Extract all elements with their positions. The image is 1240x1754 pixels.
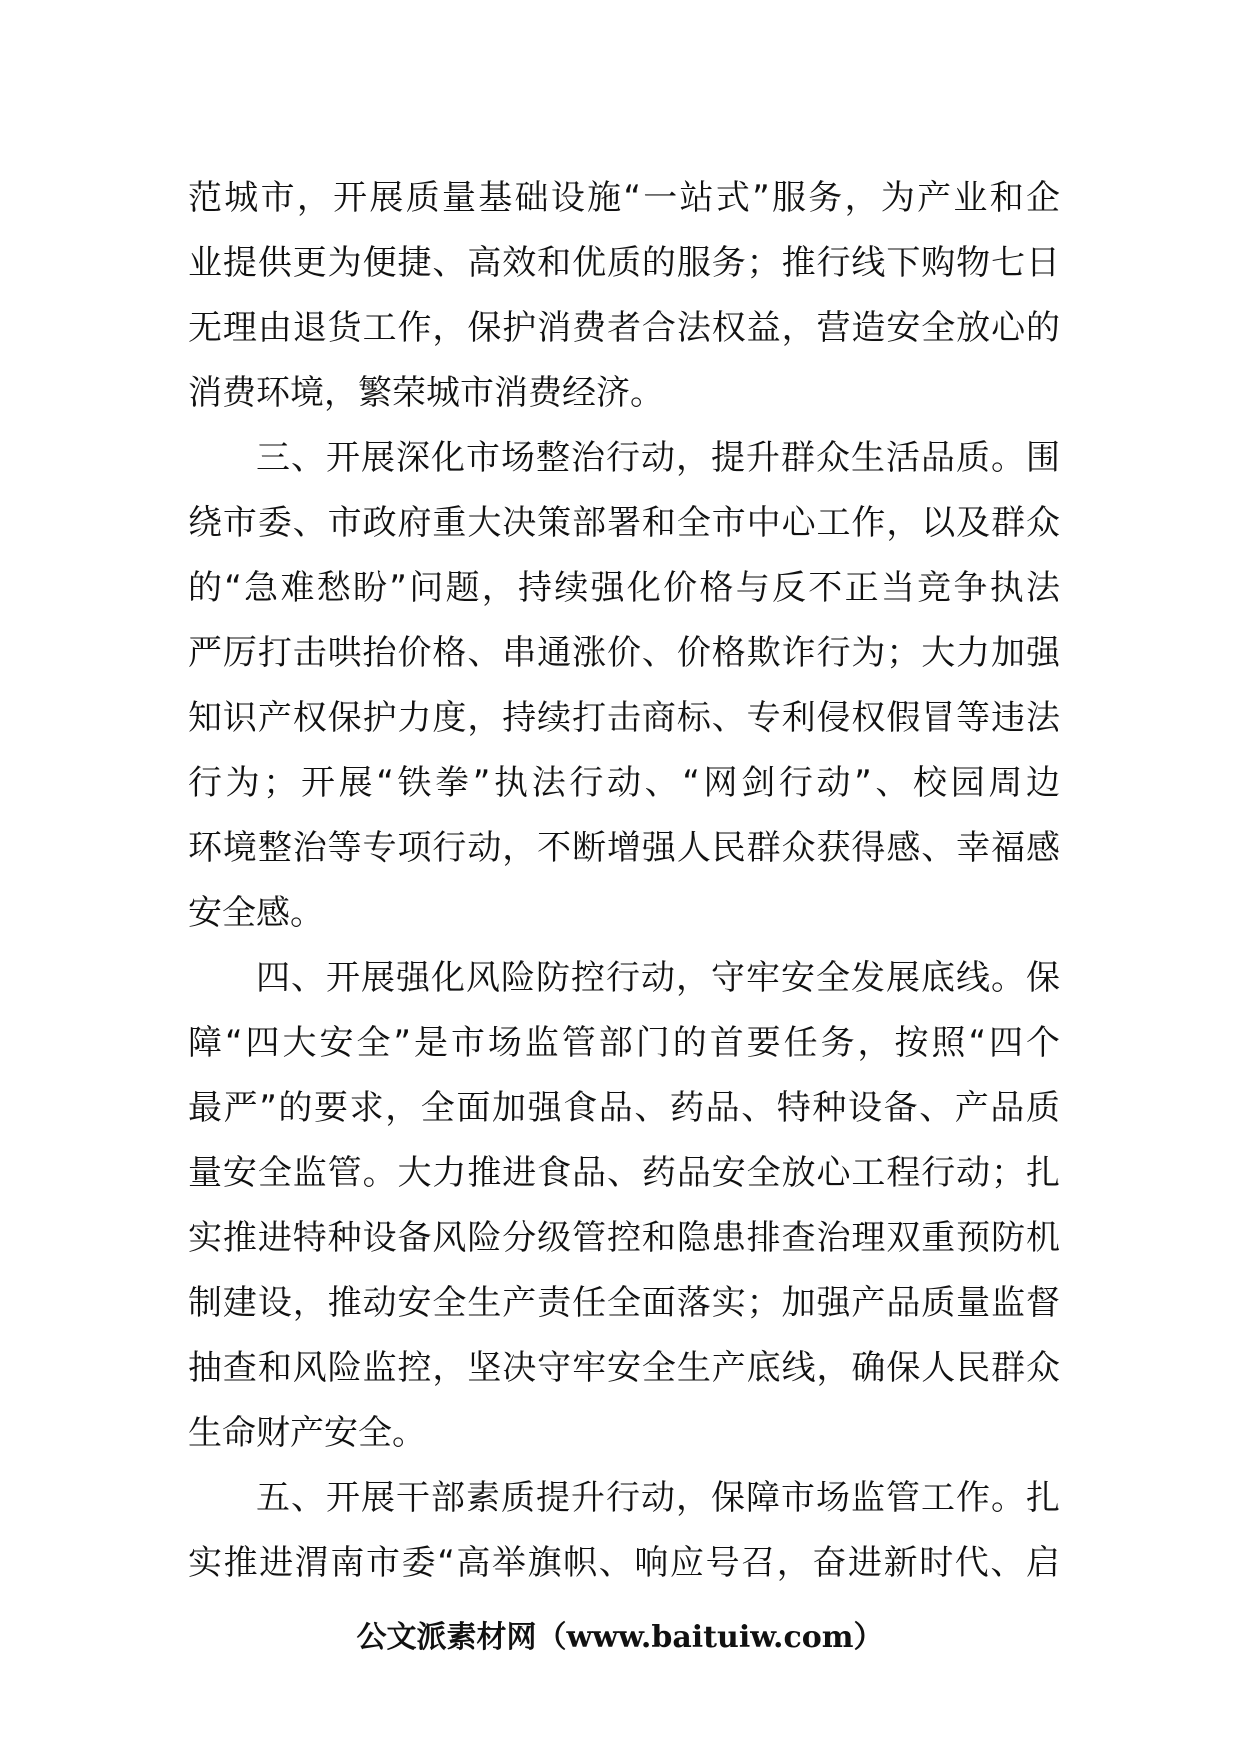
paragraph-3-line-1-text: 保 <box>1026 958 1060 998</box>
paragraph-2-line-8: 安全感。 <box>188 893 324 933</box>
paragraph-3-line-1 <box>188 946 1060 1011</box>
paragraph-2-line-3: 的“急难愁盼”问题，持续强化价格与反不正当竞争执法 <box>188 568 1060 608</box>
paragraph-3-line-6: 制建设，推动安全生产责任全面落实；加强产品质量监督 <box>188 1283 1060 1323</box>
paragraph-2-heading: 三、开展深化市场整治行动，提升群众生活品质。 <box>256 438 1026 478</box>
paragraph-4-line-2: 实推进渭南市委“高举旗帜、响应号召，奋进新时代、启 <box>188 1543 1060 1583</box>
paragraph-2-line-7: 环境整治等专项行动，不断增强人民群众获得感、幸福感 <box>188 828 1060 868</box>
paragraph-3-line-5: 实推进特种设备风险分级管控和隐患排查治理双重预防机 <box>188 1218 1060 1258</box>
paragraph-3-line-7: 抽查和风险监控，坚决守牢安全生产底线，确保人民群众 <box>188 1348 1060 1388</box>
paragraph-4-line-1 <box>188 1466 1060 1531</box>
paragraph-3-line-8: 生命财产安全。 <box>188 1413 426 1453</box>
document-body <box>188 166 1060 1596</box>
paragraph-4-heading: 五、开展干部素质提升行动，保障市场监管工作。 <box>256 1478 1026 1518</box>
paragraph-1-line-3: 无理由退货工作，保护消费者合法权益，营造安全放心的 <box>188 308 1060 348</box>
paragraph-2-line-4: 严厉打击哄抬价格、串通涨价、价格欺诈行为；大力加强 <box>188 633 1060 673</box>
paragraph-1-line-4: 消费环境，繁荣城市消费经济。 <box>188 373 664 413</box>
paragraph-2-line-6: 行为；开展“铁拳”执法行动、“网剑行动”、校园周边 <box>188 763 1060 803</box>
paragraph-3-line-2: 障“四大安全”是市场监管部门的首要任务，按照“四个 <box>188 1023 1060 1063</box>
paragraph-2-line-2: 绕市委、市政府重大决策部署和全市中心工作，以及群众 <box>188 503 1060 543</box>
paragraph-4-line-1-text: 扎 <box>1026 1478 1060 1518</box>
paragraph-2-line-5: 知识产权保护力度，持续打击商标、专利侵权假冒等违法 <box>188 698 1060 738</box>
paragraph-1-line-1: 范城市，开展质量基础设施“一站式”服务，为产业和企 <box>188 178 1060 218</box>
paragraph-3-line-4: 量安全监管。大力推进食品、药品安全放心工程行动；扎 <box>188 1153 1060 1193</box>
paragraph-1-line-2: 业提供更为便捷、高效和优质的服务；推行线下购物七日 <box>188 243 1060 283</box>
paragraph-3-heading: 四、开展强化风险防控行动，守牢安全发展底线。 <box>256 958 1026 998</box>
footer-source: 公文派素材网（www.baituiw.com） <box>356 1620 884 1655</box>
paragraph-3-line-3: 最严”的要求，全面加强食品、药品、特种设备、产品质 <box>188 1088 1060 1128</box>
paragraph-2-line-1 <box>188 426 1060 491</box>
paragraph-2-line-1-text: 围 <box>1026 438 1060 478</box>
